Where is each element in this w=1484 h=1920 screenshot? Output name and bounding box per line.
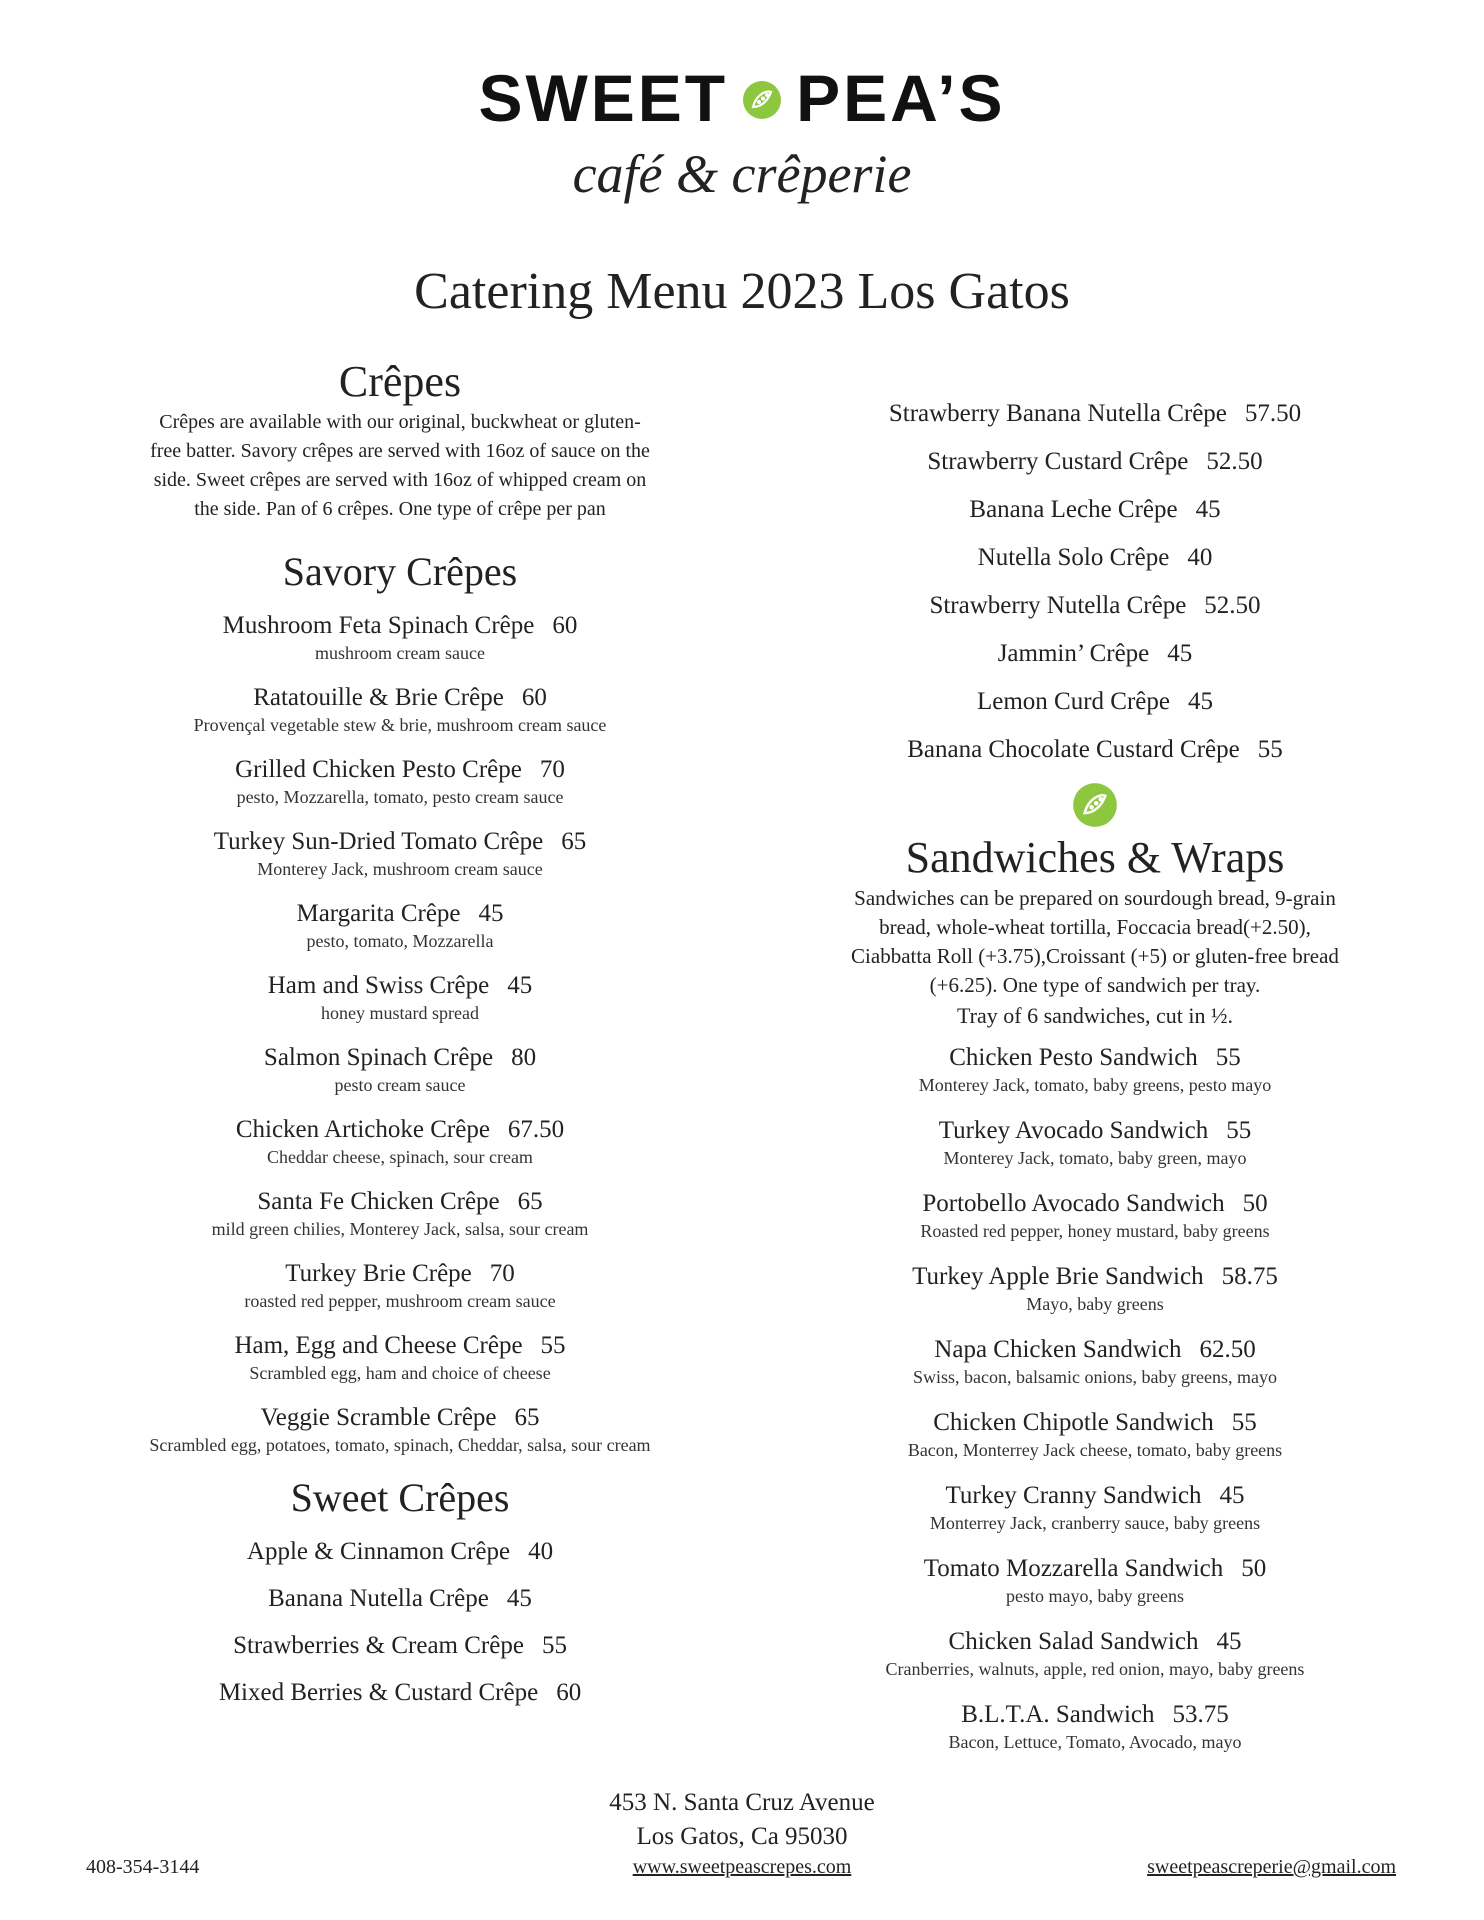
crepes-intro-line: free batter. Savory crêpes are served with 16oz of sauce on the <box>150 440 650 462</box>
item-name: Strawberry Banana Nutella Crêpe <box>888 400 1227 427</box>
item-price: 60 <box>521 684 547 711</box>
menu-item <box>70 1677 730 1709</box>
item-description: mild green chilies, Monterey Jack, salsa, sour cream <box>211 1219 589 1239</box>
item-price: 50 <box>1241 1555 1267 1582</box>
menu-item <box>70 1330 730 1384</box>
item-price: 65 <box>561 828 587 855</box>
menu-item <box>770 1188 1420 1242</box>
menu-item <box>70 754 730 808</box>
item-price: 45 <box>1195 496 1221 523</box>
menu-item <box>770 590 1420 622</box>
menu-item <box>70 970 730 1024</box>
sandwiches-list <box>770 1042 1420 1753</box>
item-price: 65 <box>517 1188 543 1215</box>
item-description: Roasted red pepper, honey mustard, baby greens <box>920 1221 1270 1241</box>
savory-crepes-list <box>70 610 730 1456</box>
sandwiches-intro-line: Tray of 6 sandwiches, cut in ½. <box>957 1003 1233 1028</box>
menu-item <box>770 1626 1420 1680</box>
crepes-heading: Crêpes <box>338 357 462 406</box>
item-description: pesto, Mozzarella, tomato, pesto cream sauce <box>236 787 564 807</box>
item-price: 57.50 <box>1244 400 1302 427</box>
item-name: Ham and Swiss Crêpe <box>267 972 490 999</box>
item-name: Banana Leche Crêpe <box>969 496 1178 523</box>
item-name: Chicken Chipotle Sandwich <box>933 1409 1214 1436</box>
item-price: 55 <box>1257 736 1283 763</box>
item-description: honey mustard spread <box>321 1003 479 1023</box>
sandwiches-intro-line: bread, whole-wheat tortilla, Foccacia bread(+2.50), <box>879 915 1311 939</box>
item-description: pesto mayo, baby greens <box>1006 1586 1184 1606</box>
item-price: 53.75 <box>1172 1701 1229 1728</box>
footer-address <box>0 1786 1484 1854</box>
item-name: Turkey Avocado Sandwich <box>938 1117 1209 1144</box>
item-description: pesto cream sauce <box>334 1075 466 1095</box>
sandwiches-intro-line: (+6.25). One type of sandwich per tray. <box>929 973 1261 997</box>
menu-item <box>70 826 730 880</box>
item-description: Monterey Jack, mushroom cream sauce <box>257 859 543 879</box>
item-description: mushroom cream sauce <box>315 643 485 663</box>
menu-item <box>770 686 1420 718</box>
crepes-intro-line: the side. Pan of 6 crêpes. One type of crêpe per pan <box>194 498 606 520</box>
menu-item <box>770 1115 1420 1169</box>
item-price: 70 <box>539 756 565 783</box>
item-price: 55 <box>1231 1409 1257 1436</box>
item-description: Cranberries, walnuts, apple, red onion, mayo, baby greens <box>885 1659 1305 1679</box>
item-description: Swiss, bacon, balsamic onions, baby greens, mayo <box>913 1367 1277 1387</box>
item-price: 45 <box>507 972 533 999</box>
menu-item <box>70 1114 730 1168</box>
item-name: Turkey Cranny Sandwich <box>945 1482 1202 1509</box>
item-price: 45 <box>1188 688 1213 715</box>
pea-divider-icon <box>1072 782 1118 828</box>
item-name: Santa Fe Chicken Crêpe <box>257 1188 500 1215</box>
item-price: 40 <box>1187 544 1213 571</box>
item-price: 67.50 <box>507 1116 565 1143</box>
item-name: Turkey Brie Crêpe <box>285 1260 472 1287</box>
item-name: Margarita Crêpe <box>296 900 461 927</box>
item-name: Ham, Egg and Cheese Crêpe <box>234 1332 523 1359</box>
item-description: Scrambled egg, ham and choice of cheese <box>249 1363 551 1383</box>
menu-item <box>770 734 1420 766</box>
menu-item <box>70 1258 730 1312</box>
menu-item <box>70 1536 730 1568</box>
item-price: 65 <box>514 1404 540 1431</box>
footer-phone: 408-354-3144 <box>86 1856 200 1878</box>
item-description: Scrambled egg, potatoes, tomato, spinach, Cheddar, salsa, sour cream <box>149 1435 651 1455</box>
item-price: 55 <box>541 1632 567 1659</box>
menu-item <box>70 1402 730 1456</box>
item-name: Mixed Berries & Custard Crêpe <box>218 1679 539 1706</box>
item-name: Strawberry Nutella Crêpe <box>929 592 1187 619</box>
menu-item <box>70 1583 730 1615</box>
menu-item <box>770 446 1420 478</box>
brand-name-left: SWEET <box>478 61 729 135</box>
left-column <box>70 356 730 1724</box>
item-price: 45 <box>1167 640 1193 667</box>
crepes-intro-line: Crêpes are available with our original, buckwheat or gluten- <box>159 411 641 433</box>
menu-item <box>70 1042 730 1096</box>
item-price: 58.75 <box>1221 1263 1278 1290</box>
item-price: 60 <box>556 1679 582 1706</box>
item-name: Banana Chocolate Custard Crêpe <box>907 736 1240 763</box>
sandwiches-intro-line: Sandwiches can be prepared on sourdough bread, 9-grain <box>854 886 1336 910</box>
menu-item <box>70 1186 730 1240</box>
brand-tagline: café & crêperie <box>572 144 912 204</box>
sweet-crepes-list-left <box>70 1536 730 1709</box>
item-price: 60 <box>552 612 578 639</box>
brand-name-right: PEA’S <box>796 61 1006 135</box>
item-price: 55 <box>1226 1117 1252 1144</box>
right-column <box>770 398 1420 1772</box>
item-price: 62.50 <box>1199 1336 1256 1363</box>
item-name: Nutella Solo Crêpe <box>977 544 1170 571</box>
item-name: Grilled Chicken Pesto Crêpe <box>235 756 522 783</box>
menu-item <box>770 1261 1420 1315</box>
item-name: Portobello Avocado Sandwich <box>922 1190 1225 1217</box>
savory-crepes-heading: Savory Crêpes <box>282 549 518 594</box>
item-name: Lemon Curd Crêpe <box>976 688 1170 715</box>
item-price: 50 <box>1242 1190 1268 1217</box>
item-name: Veggie Scramble Crêpe <box>260 1404 497 1431</box>
menu-item <box>770 494 1420 526</box>
item-description: Monterrey Jack, cranberry sauce, baby greens <box>929 1513 1261 1533</box>
item-name: Strawberries & Cream Crêpe <box>233 1632 524 1659</box>
item-price: 40 <box>528 1538 554 1565</box>
item-price: 45 <box>506 1585 532 1612</box>
sandwiches-intro-line: Ciabbatta Roll (+3.75),Croissant (+5) or gluten-free bread <box>851 944 1339 968</box>
item-price: 55 <box>1215 1044 1241 1071</box>
website-link[interactable]: www.sweetpeascrepes.com <box>632 1856 852 1878</box>
item-price: 45 <box>1219 1482 1245 1509</box>
item-name: Napa Chicken Sandwich <box>934 1336 1182 1363</box>
item-description: pesto, tomato, Mozzarella <box>306 931 494 951</box>
menu-item <box>70 1630 730 1662</box>
menu-item <box>770 542 1420 574</box>
item-price: 52.50 <box>1206 448 1263 475</box>
item-description: Monterey Jack, tomato, baby green, mayo <box>943 1148 1247 1168</box>
pea-logo-icon <box>742 80 782 120</box>
item-name: Turkey Sun-Dried Tomato Crêpe <box>213 828 544 855</box>
item-name: Banana Nutella Crêpe <box>268 1585 489 1612</box>
item-name: Strawberry Custard Crêpe <box>927 448 1189 475</box>
brand-logo <box>0 62 1484 134</box>
menu-item <box>770 1407 1420 1461</box>
menu-item <box>70 610 730 664</box>
item-description: Monterey Jack, tomato, baby greens, pesto mayo <box>918 1075 1272 1095</box>
sweet-crepes-heading: Sweet Crêpes <box>290 1475 510 1520</box>
item-price: 45 <box>478 900 504 927</box>
menu-item <box>70 898 730 952</box>
item-name: Jammin’ Crêpe <box>997 640 1150 667</box>
menu-item <box>770 638 1420 670</box>
item-description: Mayo, baby greens <box>1026 1294 1164 1314</box>
item-description: roasted red pepper, mushroom cream sauce <box>244 1291 556 1311</box>
menu-item <box>770 1699 1420 1753</box>
menu-item <box>770 398 1420 430</box>
menu-item <box>770 1334 1420 1388</box>
item-description: Cheddar cheese, spinach, sour cream <box>267 1147 533 1167</box>
menu-item <box>770 1042 1420 1096</box>
page-title: Catering Menu 2023 Los Gatos <box>414 263 1070 320</box>
email-link[interactable]: sweetpeascreperie@gmail.com <box>1147 1856 1396 1878</box>
item-name: Tomato Mozzarella Sandwich <box>923 1555 1224 1582</box>
address-line: Los Gatos, Ca 95030 <box>636 1823 848 1850</box>
item-name: Mushroom Feta Spinach Crêpe <box>222 612 535 639</box>
item-description: Provençal vegetable stew & brie, mushroom cream sauce <box>193 715 607 735</box>
menu-item <box>770 1480 1420 1534</box>
crepes-intro <box>70 408 730 524</box>
item-name: Salmon Spinach Crêpe <box>263 1044 494 1071</box>
item-description: Bacon, Lettuce, Tomato, Avocado, mayo <box>948 1732 1242 1752</box>
sandwiches-intro <box>770 884 1420 1032</box>
item-name: Chicken Salad Sandwich <box>948 1628 1199 1655</box>
item-price: 70 <box>489 1260 515 1287</box>
menu-item <box>70 682 730 736</box>
item-description: Bacon, Monterrey Jack cheese, tomato, baby greens <box>907 1440 1283 1460</box>
item-name: Ratatouille & Brie Crêpe <box>253 684 504 711</box>
menu-item <box>770 1553 1420 1607</box>
item-name: Turkey Apple Brie Sandwich <box>912 1263 1204 1290</box>
item-price: 52.50 <box>1204 592 1261 619</box>
crepes-intro-line: side. Sweet crêpes are served with 16oz of whipped cream on <box>153 469 647 491</box>
item-name: B.L.T.A. Sandwich <box>961 1701 1155 1728</box>
item-name: Chicken Artichoke Crêpe <box>235 1116 490 1143</box>
item-price: 80 <box>511 1044 537 1071</box>
item-name: Chicken Pesto Sandwich <box>949 1044 1198 1071</box>
sandwiches-heading: Sandwiches & Wraps <box>905 833 1285 882</box>
item-price: 55 <box>540 1332 566 1359</box>
item-price: 45 <box>1216 1628 1242 1655</box>
sweet-crepes-list-right <box>770 398 1420 766</box>
item-name: Apple & Cinnamon Crêpe <box>246 1538 511 1565</box>
address-line: 453 N. Santa Cruz Avenue <box>609 1789 875 1816</box>
